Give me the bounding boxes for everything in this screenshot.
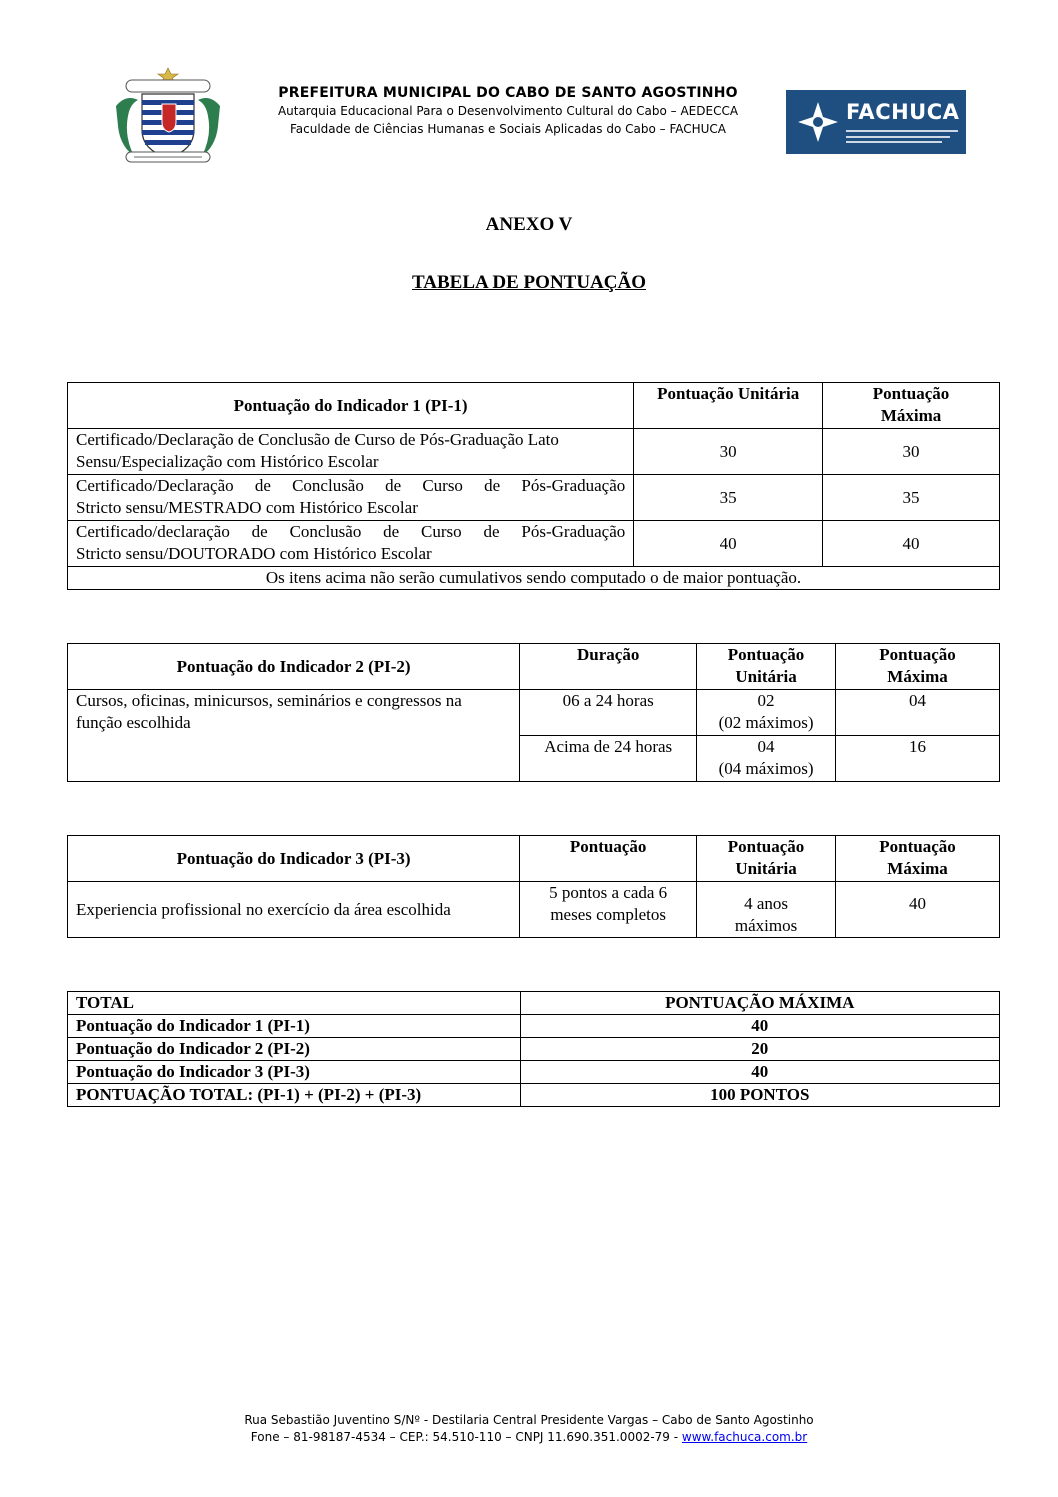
description-cell: Experiencia profissional no exercício da área escolhida	[68, 882, 520, 938]
unit-score-value: 02	[757, 691, 775, 710]
unit-score-limit: (04 máximos)	[718, 759, 814, 778]
header-cell: Pontuação Unitária	[634, 383, 823, 429]
description-line: Certificado/declaração de Conclusão de Curso de Pós-Graduação	[76, 522, 626, 541]
description-cell	[68, 521, 634, 567]
total-value-cell: 40	[520, 1061, 999, 1084]
header-cell: Pontuação do Indicador 2 (PI-2)	[68, 644, 520, 690]
table-row	[68, 882, 1000, 938]
max-score-cell: 16	[836, 736, 1000, 782]
unit-score-cell	[697, 690, 836, 736]
duration-cell: Acima de 24 horas	[520, 736, 697, 782]
footer-contact: Fone – 81-98187-4534 – CEP.: 54.510-110 – CNPJ 11.690.351.0002-79 -	[250, 1430, 682, 1444]
table-header-row	[68, 383, 1000, 429]
unit-score-cell: 30	[634, 429, 823, 475]
header-cell: Duração	[520, 644, 697, 690]
max-score-cell: 40	[823, 521, 1000, 567]
table-row	[68, 1015, 1000, 1038]
footer-address: Rua Sebastião Juventino S/Nº - Destilaria Central Presidente Vargas – Cabo de Santo Agostinho	[244, 1413, 814, 1427]
municipal-crest-logo	[112, 66, 224, 170]
description-line: Certificado/Declaração de Conclusão de Curso de Pós-Graduação Lato	[76, 430, 559, 449]
indicator-1-table	[67, 382, 1000, 590]
footer-contact-line	[0, 1429, 1058, 1446]
header-cell: PONTUAÇÃO MÁXIMA	[520, 992, 999, 1015]
institution-subtitle-1: Autarquia Educacional Para o Desenvolvimento Cultural do Cabo – AEDECCA	[277, 104, 739, 118]
table-header-row	[68, 836, 1000, 882]
description-cell	[68, 475, 634, 521]
max-score-cell: 35	[823, 475, 1000, 521]
table-row	[68, 1061, 1000, 1084]
description-line: Sensu/Especialização com Histórico Escolar	[76, 452, 379, 471]
total-value-cell: 100 PONTOS	[520, 1084, 999, 1107]
table-row	[68, 521, 1000, 567]
logo-tagline	[846, 128, 958, 144]
points-cell: 5 pontos a cada 6 meses completos	[520, 882, 697, 938]
unit-score-cell: 40	[634, 521, 823, 567]
table-header-row	[68, 644, 1000, 690]
description-cell: Cursos, oficinas, minicursos, seminários e congressos na função escolhida	[68, 690, 520, 782]
header-cell: Pontuação do Indicador 1 (PI-1)	[68, 383, 634, 429]
description-cell	[68, 429, 634, 475]
max-score-cell: 04	[836, 690, 1000, 736]
header-cell: Pontuação Máxima	[836, 644, 1000, 690]
description-line: Stricto sensu/DOUTORADO com Histórico Escolar	[76, 544, 432, 563]
header-cell: Pontuação Unitária	[697, 836, 836, 882]
total-score-table	[67, 991, 1000, 1107]
unit-score-limit: (02 máximos)	[718, 713, 814, 732]
institution-title: PREFEITURA MUNICIPAL DO CABO DE SANTO AGOSTINHO	[278, 85, 738, 101]
header-cell: TOTAL	[68, 992, 521, 1015]
table-row	[68, 429, 1000, 475]
table-row	[68, 1084, 1000, 1107]
indicator-2-table	[67, 643, 1000, 782]
table-row	[68, 1038, 1000, 1061]
table-header-row	[68, 992, 1000, 1015]
website-link[interactable]: www.fachuca.com.br	[681, 1430, 808, 1444]
max-score-cell: 30	[823, 429, 1000, 475]
institution-subtitle-2: Faculdade de Ciências Humanas e Sociais Aplicadas do Cabo – FACHUCA	[289, 122, 727, 136]
total-value-cell: 40	[520, 1015, 999, 1038]
header-cell: Pontuação do Indicador 3 (PI-3)	[68, 836, 520, 882]
total-label-cell: Pontuação do Indicador 2 (PI-2)	[68, 1038, 521, 1061]
unit-score-cell: 35	[634, 475, 823, 521]
star-icon	[798, 102, 838, 142]
table-title: TABELA DE PONTUAÇÃO	[411, 272, 646, 293]
duration-cell: 06 a 24 horas	[520, 690, 697, 736]
header-cell: Pontuação Máxima	[823, 383, 1000, 429]
annex-title: ANEXO V	[485, 214, 573, 235]
table-row	[68, 690, 1000, 736]
total-label-cell: Pontuação do Indicador 1 (PI-1)	[68, 1015, 521, 1038]
total-value-cell: 20	[520, 1038, 999, 1061]
total-label-cell: PONTUAÇÃO TOTAL: (PI-1) + (PI-2) + (PI-3)	[68, 1084, 521, 1107]
header-cell: Pontuação Máxima	[836, 836, 1000, 882]
header-cell: Pontuação	[520, 836, 697, 882]
total-label-cell: Pontuação do Indicador 3 (PI-3)	[68, 1061, 521, 1084]
table-note: Os itens acima não serão cumulativos sendo computado o de maior pontuação.	[68, 567, 1000, 590]
table-row	[68, 475, 1000, 521]
institution-header	[230, 84, 786, 138]
table-note-row	[68, 567, 1000, 590]
header-cell: Pontuação Unitária	[697, 644, 836, 690]
description-line: Certificado/Declaração de Conclusão de Curso de Pós-Graduação	[76, 476, 626, 495]
unit-score-cell: 4 anos máximos	[697, 882, 836, 938]
unit-score-cell	[697, 736, 836, 782]
description-line: Stricto sensu/MESTRADO com Histórico Escolar	[76, 498, 418, 517]
max-score-cell: 40	[836, 882, 1000, 938]
fachuca-logo	[786, 90, 966, 154]
unit-score-value: 04	[757, 737, 775, 756]
logo-wordmark: FACHUCA	[846, 100, 960, 124]
page-footer	[0, 1412, 1058, 1446]
indicator-3-table	[67, 835, 1000, 938]
